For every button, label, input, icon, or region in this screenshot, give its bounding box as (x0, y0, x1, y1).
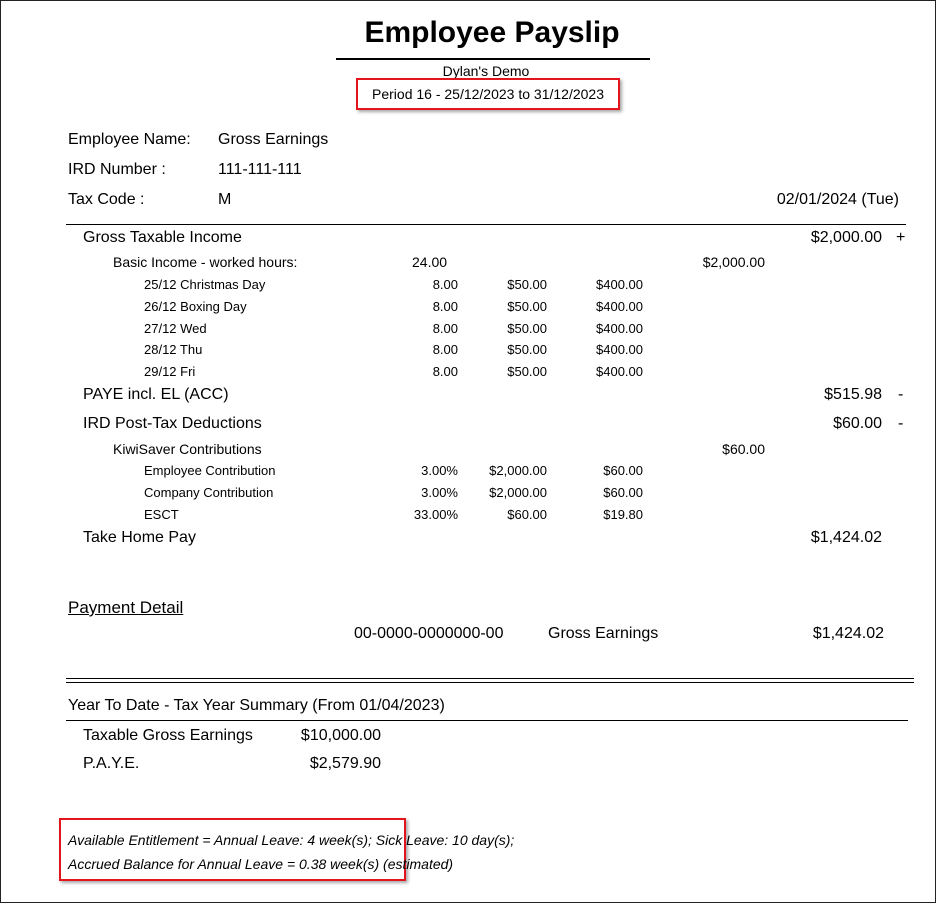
list-item: $60.00 (603, 463, 643, 478)
list-item: 26/12 Boxing Day (144, 299, 247, 314)
deductions-label: IRD Post-Tax Deductions (83, 415, 262, 432)
list-item: 8.00 (432, 342, 458, 357)
gross-income-sign: + (896, 229, 906, 246)
list-item: 33.00% (413, 507, 458, 522)
list-item: $60.00 (507, 507, 547, 522)
list-item: $50.00 (507, 277, 547, 292)
list-item: $2,000.00 (489, 463, 547, 478)
employee-name-value: Gross Earnings (218, 131, 329, 148)
gross-income-total: $2,000.00 (810, 229, 882, 246)
paye-amount: $515.98 (824, 386, 882, 403)
list-item: 25/12 Christmas Day (144, 277, 266, 292)
list-item: 8.00 (432, 321, 458, 336)
list-item: $50.00 (507, 321, 547, 336)
list-item: 28/12 Thu (144, 342, 203, 357)
list-item: $400.00 (596, 321, 643, 336)
leave-entitlement: Available Entitlement = Annual Leave: 4 week(s); Sick Leave: 10 day(s); (68, 832, 515, 848)
payment-name: Gross Earnings (548, 625, 659, 642)
title-underline (336, 58, 650, 60)
divider (66, 224, 906, 225)
list-item: 3.00% (421, 485, 458, 500)
payment-amount: $1,424.02 (812, 625, 884, 642)
list-item: $400.00 (596, 299, 643, 314)
tax-code-label: Tax Code : (68, 191, 145, 208)
paye-sign: - (898, 386, 904, 403)
tax-code-value: M (218, 191, 232, 208)
take-home-label: Take Home Pay (83, 529, 196, 546)
list-item: ESCT (144, 507, 179, 522)
list-item: $50.00 (507, 299, 547, 314)
kiwisaver-amount: $60.00 (722, 441, 765, 457)
list-item: 8.00 (432, 299, 458, 314)
take-home-amount: $1,424.02 (810, 529, 882, 546)
payment-detail-heading: Payment Detail (68, 598, 184, 617)
list-item: $400.00 (596, 364, 643, 379)
gross-income-label: Gross Taxable Income (83, 229, 242, 246)
list-item: 8.00 (432, 277, 458, 292)
payslip-title: Employee Payslip (364, 16, 620, 49)
list-item: $50.00 (507, 364, 547, 379)
double-divider-bottom (66, 682, 914, 683)
ytd-heading: Year To Date - Tax Year Summary (From 01/04/2023) (68, 697, 445, 714)
list-item: 3.00% (421, 463, 458, 478)
ytd-paye-value: $2,579.90 (309, 755, 381, 772)
company-name: Dylan's Demo (442, 63, 530, 79)
list-item: 8.00 (432, 364, 458, 379)
list-item: 27/12 Wed (144, 321, 207, 336)
deductions-amount: $60.00 (833, 415, 882, 432)
list-item: 29/12 Fri (144, 364, 196, 379)
employee-name-label: Employee Name: (68, 131, 191, 148)
list-item: $400.00 (596, 277, 643, 292)
paye-label: PAYE incl. EL (ACC) (83, 386, 229, 403)
basic-income-amount: $2,000.00 (702, 254, 765, 270)
basic-income-hours: 24.00 (412, 254, 448, 270)
list-item: $2,000.00 (489, 485, 547, 500)
ird-number-value: 111-111-111 (218, 161, 302, 178)
double-divider-top (66, 678, 914, 679)
kiwisaver-label: KiwiSaver Contributions (113, 441, 262, 457)
ytd-gross-value: $10,000.00 (300, 727, 381, 744)
leave-accrued-balance: Accrued Balance for Annual Leave = 0.38 week(s) (estimated) (68, 856, 454, 872)
ytd-divider (66, 720, 908, 721)
list-item: $19.80 (603, 507, 643, 522)
ird-number-label: IRD Number : (68, 161, 166, 178)
list-item: $50.00 (507, 342, 547, 357)
deductions-sign: - (898, 415, 904, 432)
payslip-date: 02/01/2024 (Tue) (776, 191, 899, 208)
list-item: Company Contribution (144, 485, 274, 500)
ytd-paye-label: P.A.Y.E. (83, 755, 140, 772)
list-item: Employee Contribution (144, 463, 276, 478)
list-item: $400.00 (596, 342, 643, 357)
ytd-gross-label: Taxable Gross Earnings (83, 727, 253, 744)
payment-account: 00-0000-0000000-00 (354, 625, 504, 642)
list-item: $60.00 (603, 485, 643, 500)
basic-income-label: Basic Income - worked hours: (113, 254, 298, 270)
pay-period: Period 16 - 25/12/2023 to 31/12/2023 (372, 86, 604, 102)
